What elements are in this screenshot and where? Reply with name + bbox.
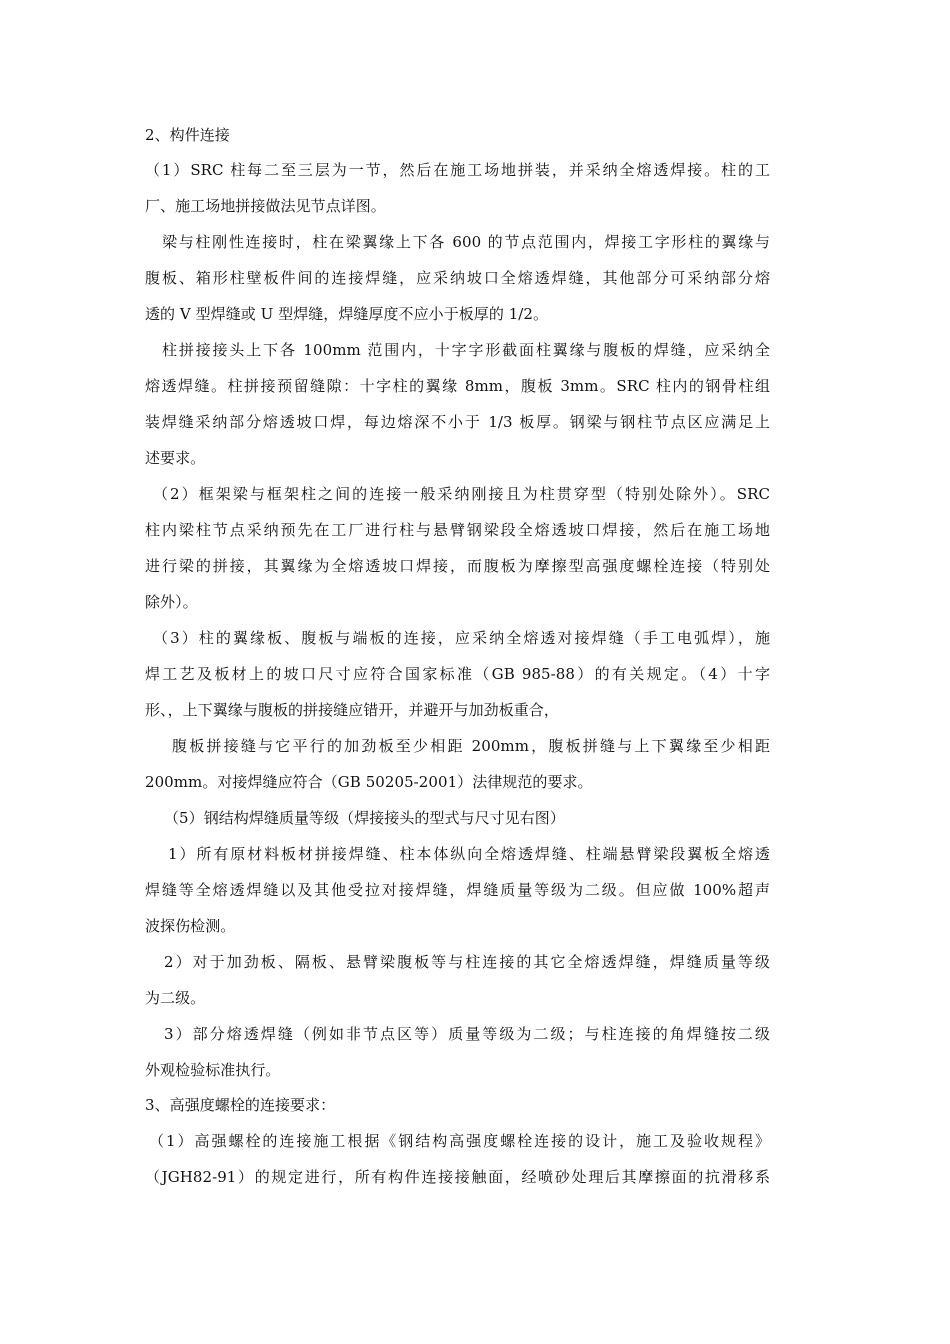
- paragraph-line: 装焊缝采纳部分熔透坡口焊，每边熔深不小于 1/3 板厚。钢梁与钢柱节点区应满足上: [145, 413, 770, 431]
- paragraph-line: 梁与柱刚性连接时，柱在梁翼缘上下各 600 的节点范围内，焊接工字形柱的翼缘与: [162, 233, 770, 251]
- paragraph-line: 为二级。: [145, 989, 206, 1007]
- paragraph-line: （1）高强螺栓的连接施工根据《钢结构高强度螺栓连接的设计，施工及验收规程》: [149, 1132, 770, 1150]
- paragraph-line: 焊工艺及板材上的坡口尺寸应符合国家标准（GB 985-88）的有关规定。（4）十字: [145, 665, 770, 683]
- paragraph-line: 厂、施工场地拼接做法见节点详图。: [145, 197, 386, 215]
- paragraph-line: 波探伤检测。: [145, 917, 236, 935]
- section-heading-bolt-requirements: 3、高强度螺栓的连接要求：: [145, 1096, 336, 1114]
- paragraph-line: 柱拼接接头上下各 100mm 范围内，十字字形截面柱翼缘与腹板的焊缝，应采纳全: [162, 341, 770, 359]
- paragraph-line: （JGH82-91）的规定进行，所有构件连接接触面，经喷砂处理后其摩擦面的抗滑移系: [145, 1168, 770, 1186]
- paragraph-line: 进行梁的拼接，其翼缘为全熔透坡口焊接，而腹板为摩擦型高强度螺栓连接（特别处: [145, 557, 770, 575]
- paragraph-line: 述要求。: [145, 449, 206, 467]
- paragraph-line: （1）SRC 柱每二至三层为一节，然后在施工场地拼装，并采纳全熔透焊接。柱的工: [145, 161, 770, 179]
- paragraph-line: 除外）。: [145, 593, 198, 611]
- paragraph-line: （2）框架梁与框架柱之间的连接一般采纳刚接且为柱贯穿型（特别处除外）。SRC: [153, 485, 770, 503]
- paragraph-line: 形、，上下翼缘与腹板的拼接缝应错开，并避开与加劲板重合，: [145, 701, 559, 719]
- paragraph-line: 腹板、箱形柱壁板件间的连接焊缝，应采纳坡口全熔透焊缝，其他部分可采纳部分熔: [145, 269, 770, 287]
- paragraph-line: 3）部分熔透焊缝（例如非节点区等）质量等级为二级；与柱连接的角焊缝按二级: [164, 1025, 770, 1043]
- section-heading-component-connection: 2、构件连接: [145, 126, 230, 144]
- paragraph-line: （3）柱的翼缘板、腹板与端板的连接，应采纳全熔透对接焊缝（手工电弧焊），施: [153, 629, 770, 647]
- paragraph-line: 透的 V 型焊缝或 U 型焊缝，焊缝厚度不应小于板厚的 1/2。: [145, 305, 549, 323]
- paragraph-line: 柱内梁柱节点采纳预先在工厂进行柱与悬臂钢梁段全熔透坡口焊接，然后在施工场地: [145, 521, 770, 539]
- paragraph-line: 外观检验标准执行。: [145, 1061, 281, 1079]
- paragraph-line: 1）所有原材料板材拼接焊缝、柱本体纵向全熔透焊缝、柱端悬臂梁段翼板全熔透: [168, 845, 770, 863]
- paragraph-line: 2）对于加劲板、隔板、悬臂梁腹板等与柱连接的其它全熔透焊缝，焊缝质量等级: [164, 953, 770, 971]
- paragraph-line: 熔透焊缝。柱拼接预留缝隙：十字柱的翼缘 8mm，腹板 3mm。SRC 柱内的钢骨柱组: [145, 377, 770, 395]
- paragraph-line: 腹板拼接缝与它平行的加劲板至少相距 200mm，腹板拼缝与上下翼缘至少相距: [172, 737, 770, 755]
- paragraph-line: （5）钢结构焊缝质量等级（焊接接头的型式与尺寸见右图）: [164, 809, 565, 827]
- paragraph-line: 焊缝等全熔透焊缝以及其他受拉对接焊缝，焊缝质量等级为二级。但应做 100%超声: [145, 881, 770, 899]
- paragraph-line: 200mm。对接焊缝应符合（GB 50205-2001）法律规范的要求。: [145, 773, 593, 791]
